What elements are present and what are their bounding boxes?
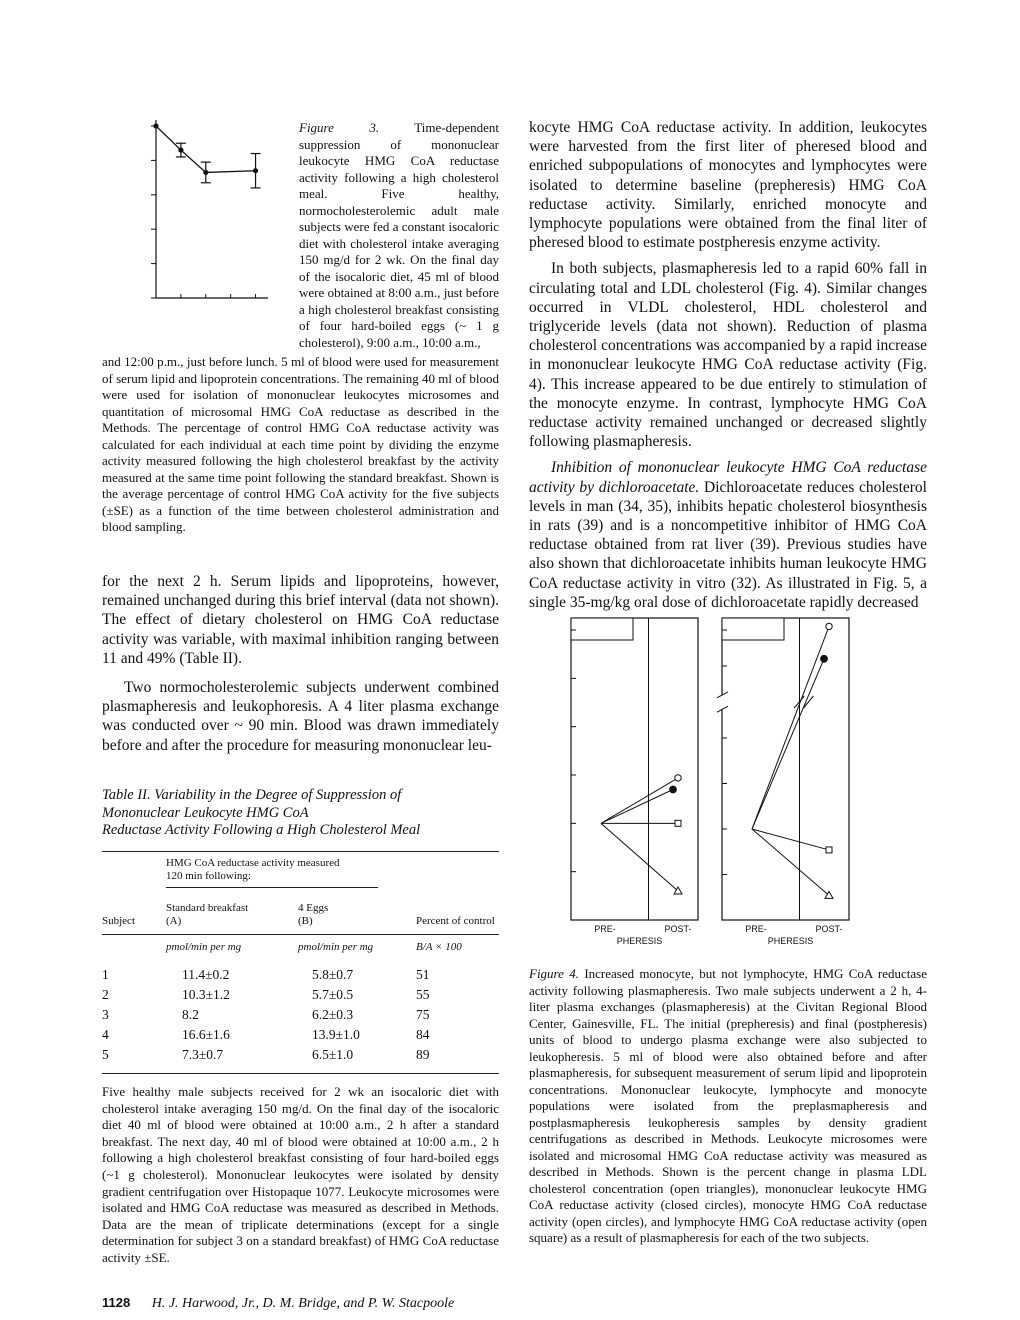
table-cell-subject: 4 [102, 1027, 109, 1042]
table-cell-subject: 1 [102, 967, 109, 982]
marker-closed-circle [821, 655, 828, 662]
table-2-header-b [298, 902, 328, 928]
panel-frame [722, 618, 849, 920]
x-label-post [815, 924, 842, 934]
table-2-span-header [166, 857, 340, 883]
table-cell-eggs: 5.7±0.5 [312, 987, 354, 1002]
table-cell-eggs: 6.5±1.0 [312, 1047, 354, 1062]
x-label-pheresis [768, 936, 814, 946]
table-cell-percent: 89 [416, 1047, 430, 1062]
figure-3-caption-full: and 12:00 p.m., just before lunch. 5 ml of blood were used for measurement of serum lipid and lipoprotein concentrations. The remaining 40 ml of blood were used for isolation of mononuclear leukocytes microsomes and quantitation of microsomal HMG CoA reductase as described in the Methods. The percentage of control HMG CoA reductase activity was calculated for each individual at each time point by dividing the enzyme activity measured following the high cholesterol breakfast by the activity measured at the same time point following the standard breakfast. Shown is the average percentage of control HMG CoA activity for the five subjects (±SE) as a function of the time between cholesterol administration and blood sampling. [102, 354, 499, 534]
table-cell-percent: 51 [416, 967, 430, 982]
page-footer [102, 1295, 602, 1312]
table-row [102, 967, 499, 987]
series-break-mark [803, 696, 813, 708]
x-label-pheresis-text: PHERESIS [616, 936, 663, 946]
panel-frame [571, 618, 698, 920]
panel-title-box [571, 618, 633, 640]
table-cell-percent: 55 [416, 987, 430, 1002]
table-2-unit-a: pmol/min per mg [166, 941, 242, 953]
series-line-open-triangle [601, 823, 678, 891]
right-paragraph-1: kocyte HMG CoA reductase activity. In addition, leukocytes were harvested from the first liter of pheresed blood and enriched subpopulations of monocytes and lymphocytes were isolated to determine baseline (prepheresis) HMG CoA reductase activity. Similarly, enriched monocyte and lymphocyte populations were obtained from the final liter of pheresed blood to estimate postpheresis enzyme activity. [529, 119, 927, 252]
figure-4-caption-title: Figure 4. [529, 966, 579, 981]
table-cell-subject: 2 [102, 987, 109, 1002]
left-paragraph-1: for the next 2 h. Serum lipids and lipoproteins, however, remained unchanged during this brief interval (data not shown). The effect of dietary cholesterol on HMG CoA reductase activity was variable, with maximal inhibition ranging between 11 and 49% (Table II). [102, 573, 499, 667]
right-column-body [529, 118, 927, 612]
x-label-pheresis [617, 936, 663, 946]
table-cell-eggs: 6.2±0.3 [312, 1007, 354, 1022]
table-2-span-header-line-1: HMG CoA reductase activity measured [166, 857, 340, 869]
x-label-post [664, 924, 691, 934]
table-2-header-a-line-1: Standard breakfast [166, 902, 249, 914]
figure-4-caption [529, 966, 927, 1247]
table-cell-eggs: 5.8±0.7 [312, 967, 354, 982]
marker-open-circle [675, 775, 681, 781]
table-cell-subject: 3 [102, 1007, 109, 1022]
marker-closed-circle [670, 786, 677, 793]
data-point [178, 147, 183, 152]
figure-4-chart [515, 600, 935, 960]
table-2-title-line-1: Table II. Variability in the Degree of Suppression of [102, 787, 402, 803]
marker-open-square [675, 820, 681, 826]
right-paragraph-3-heading: Inhibition of mononuclear leukocyte HMG CoA reductase activity by dichloroacetate. [529, 459, 927, 496]
table-2-unit-b: pmol/min per mg [298, 941, 374, 953]
x-label-pre-line-1: PRE- [745, 924, 767, 934]
left-column-body [102, 572, 499, 755]
table-cell-standard: 10.3±1.2 [182, 987, 230, 1002]
table-cell-standard: 11.4±0.2 [182, 967, 230, 982]
table-2-header-rule [102, 934, 499, 935]
left-paragraph-2: Two normocholesterolemic subjects underwent combined plasmapheresis and leukophoresis. A 4 liter plasma exchange was conducted over ~ 90 min. Blood was drawn immediately before and after the procedure for measuring mononuclear leu- [102, 679, 499, 754]
table-2-footnote: Five healthy male subjects received for 2 wk an isocaloric diet with cholesterol intake averaging 150 mg/d. On the final day of the isocaloric diet 40 ml of blood were obtained at 10:00 a.m., 2 h after a standard breakfast. The next day, 40 ml of blood were obtained at 10:00 a.m., 2 h following a high cholesterol breakfast consisting of four hard-boiled eggs (~1 g cholesterol). Mononuclear leukocytes were isolated by density gradient centrifugation over Histopaque 1077. Leukocyte microsomes were isolated and HMG CoA reductase was measured as described in Methods. Data are the mean of triplicate determinations (except for a single determination for subject 3 on a standard breakfast) of HMG CoA reductase activity ±SE. [102, 1084, 499, 1265]
footer-authors: H. J. Harwood, Jr., D. M. Bridge, and P. W. Stacpoole [151, 1296, 455, 1311]
figure-4-caption-text: Increased monocyte, but not lymphocyte, HMG CoA reductase activity following plasmapheresis. Two male subjects underwent a 2 h, 4-liter plasma exchanges (plasmapheresis) at the Civitan Regional Blood Center, Gainesville, FL. The initial (prepheresis) and final (postpheresis) units of blood to undergo plasma exchange were also subjected to leukopheresis. 5 ml of blood were also obtained before and after plasmapheresis, for subsequent measurement of serum lipid and lipoprotein concentrations. Mononuclear leukocyte, lymphocyte and monocyte populations were isolated from the preplasmapheresis and postplasmapheresis leukopheresis samples by density gradient centrifugations as described in Methods. Leukocyte microsomes were isolated and microsomal HMG CoA reductase activity was measured as described in Methods. Shown is the percent change in plasma LDL cholesterol concentration (open triangles), mononuclear leukocyte HMG CoA reductase activity (closed circles), monocyte HMG CoA reductase activity (open circles), and lymphocyte HMG CoA reductase activity (open square) as a result of plasmapheresis for each of the two subjects. [529, 966, 928, 1245]
table-2-title-line-3: Reductase Activity Following a High Cholesterol Meal [102, 822, 421, 838]
figure-3-chart [92, 108, 296, 344]
series-line-closed-circle [601, 790, 673, 824]
figure-3-caption-title: Figure 3. [299, 120, 380, 135]
table-2-header-b-line-1: 4 Eggs [298, 902, 329, 914]
table-cell-standard: 8.2 [182, 1007, 199, 1022]
x-label-post-line-1: POST- [664, 924, 692, 934]
figure-3-caption-text: Time-dependent suppression of mononuclear leukocyte HMG CoA reductase activity following a high cholesterol meal. Five healthy, normocholesterolemic adult male subjects were fed a constant isocaloric diet with cholesterol intake averaging 150 mg/d for 2 wk. On the final day of the isocaloric diet, 45 ml of blood were obtained at 8:00 a.m., just before a high cholesterol breakfast consisting of four hard-boiled eggs (~ 1 g cholesterol), 9:00 a.m., 10:00 a.m., [299, 120, 499, 350]
series-line-closed-circle [752, 659, 824, 829]
marker-open-circle [826, 623, 832, 629]
table-cell-percent: 75 [416, 1007, 430, 1022]
table-2-units [102, 941, 499, 955]
x-label-post-line-1: POST- [815, 924, 843, 934]
x-label-pre-line-1: PRE- [594, 924, 616, 934]
table-cell-standard: 7.3±0.7 [182, 1047, 224, 1062]
right-paragraph-3 [529, 458, 927, 612]
table-2-title [102, 787, 499, 840]
table-2-span-header-line-2: 120 min following: [166, 870, 251, 882]
figure-4-panel-2 [717, 618, 849, 946]
data-point [153, 123, 158, 128]
table-2-title-line-2: Mononuclear Leukocyte HMG CoA [102, 804, 309, 821]
data-point [253, 168, 258, 173]
x-label-pheresis-text: PHERESIS [767, 936, 814, 946]
data-point [203, 170, 208, 175]
table-2-header-b-line-2: (B) [298, 915, 313, 927]
table-row [102, 1007, 499, 1027]
table-2-unit-pct: B/A × 100 [416, 941, 462, 953]
table-2-header-subject: Subject [102, 915, 135, 927]
table-2-header-a-line-2: (A) [166, 915, 182, 927]
x-label-pre [594, 924, 616, 934]
right-paragraph-2: In both subjects, plasmapheresis led to a rapid 60% fall in circulating total and LDL cholesterol (Fig. 4). Similar changes occurred in VLDL cholesterol, HDL cholesterol and triglyceride levels (data not shown). Reduction of plasma cholesterol concentrations was accompanied by a rapid increase in mononuclear leukocyte HMG CoA reductase activity (Fig. 4). This increase appeared to be due entirely to stimulation of the monocyte enzyme. In contrast, lymphocyte HMG CoA reductase activity remained unchanged or decreased slightly following plasmapheresis. [529, 260, 927, 451]
table-2-header-pct: Percent of control [416, 915, 495, 927]
series-line-open-circle [752, 626, 829, 829]
right-paragraph-3-text: Dichloroacetate reduces cholesterol levels in man (34, 35), inhibits hepatic cholesterol biosynthesis in rats (39) and is a noncompetitive inhibitor of HMG CoA reductase obtained from rat liver (39). Previous studies have also shown that dichloroacetate inhibits human leukocyte HMG CoA reductase activity in vitro (32). As illustrated in Fig. 5, a single 35-mg/kg oral dose of dichloroacetate rapidly decreased [529, 478, 927, 611]
series-line-open-circle [601, 778, 678, 823]
figure-4-panel-1 [571, 618, 698, 946]
table-cell-standard: 16.6±1.6 [182, 1027, 230, 1042]
table-row [102, 987, 499, 1007]
table-row [102, 1047, 499, 1067]
table-2-body [102, 967, 499, 1067]
panel-title-box [722, 618, 784, 640]
table-2-column-headers [102, 902, 499, 932]
table-2-bottom-rule [102, 1073, 499, 1074]
page-number: 1128 [102, 1295, 131, 1310]
table-cell-subject: 5 [102, 1047, 109, 1062]
table-2-span-rule [166, 887, 378, 888]
table-row [102, 1027, 499, 1047]
table-cell-eggs: 13.9±1.0 [312, 1027, 360, 1042]
x-label-pre [745, 924, 767, 934]
table-2-top-rule [102, 851, 499, 852]
table-2-header-a [166, 902, 248, 928]
figure-3-caption-inset [299, 120, 499, 351]
table-cell-percent: 84 [416, 1027, 430, 1042]
marker-open-square [826, 847, 832, 853]
